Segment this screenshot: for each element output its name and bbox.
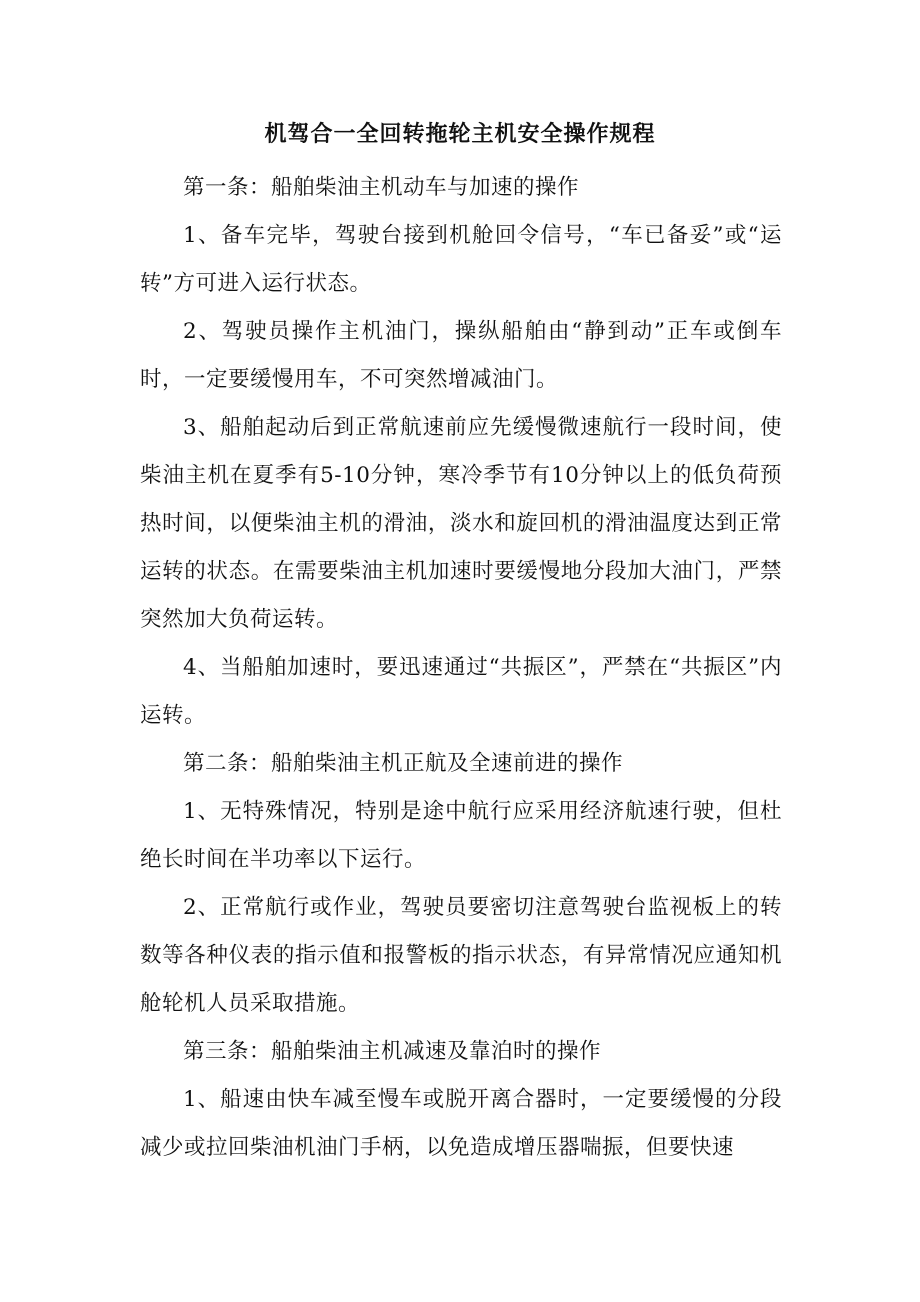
paragraph: 1、船速由快车减至慢车或脱开离合器时，一定要缓慢的分段减少或拉回柴油机油门手柄，以免造成增压器喘振，但要快速	[140, 1087, 782, 1160]
section-heading-3: 第三条：船舶柴油主机减速及靠泊时的操作	[183, 1039, 602, 1064]
paragraph: 2、驾驶员操作主机油门，操纵船舶由“静到动”正车或倒车时，一定要缓慢用车，不可突然增减油门。	[140, 319, 782, 392]
paragraph: 1、无特殊情况，特别是途中航行应采用经济航速行驶，但杜绝长时间在半功率以下运行。	[140, 799, 782, 872]
paragraph: 3、船舶起动后到正常航速前应先缓慢微速航行一段时间，使柴油主机在夏季有5-10分钟，寒冷季节有10分钟以上的低负荷预热时间，以便柴油主机的滑油，淡水和旋回机的滑油温度达到正常运转的状态。在需要柴油主机加速时要缓慢地分段加大油门，严禁突然加大负荷运转。	[140, 415, 782, 632]
section-heading-1: 第一条：船舶柴油主机动车与加速的操作	[183, 175, 580, 200]
paragraph: 4、当船舶加速时，要迅速通过“共振区”，严禁在“共振区”内运转。	[140, 655, 782, 728]
paragraph: 2、正常航行或作业，驾驶员要密切注意驾驶台监视板上的转数等各种仪表的指示值和报警板的指示状态，有异常情况应通知机舱轮机人员采取措施。	[140, 895, 782, 1016]
paragraph: 1、备车完毕，驾驶台接到机舱回令信号，“车已备妥”或“运转”方可进入运行状态。	[140, 223, 782, 296]
section-heading-2: 第二条：船舶柴油主机正航及全速前进的操作	[183, 751, 624, 776]
document-body	[140, 164, 782, 1172]
document-title: 机驾合一全回转拖轮主机安全操作规程	[264, 121, 656, 147]
